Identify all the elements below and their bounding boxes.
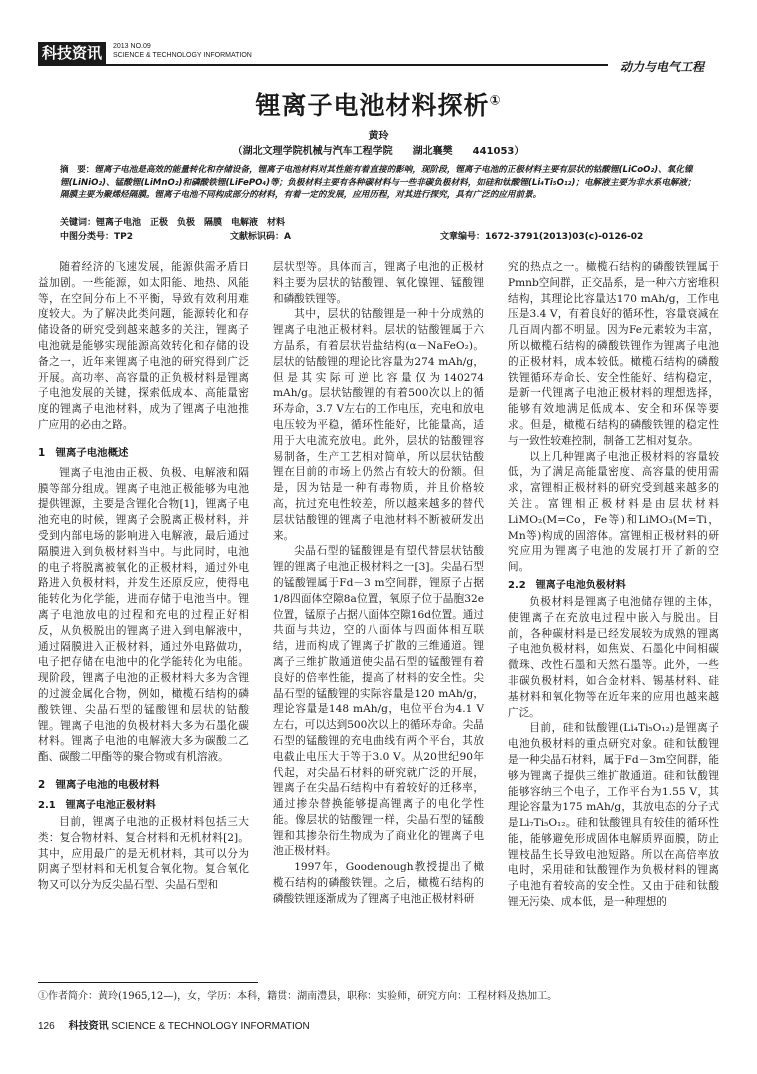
keywords: [60, 215, 700, 228]
page-number: 126: [38, 1021, 55, 1032]
article-title: [0, 86, 757, 122]
author-footnote: ①作者简介：黄玲(1965,12—)，女，学历：本科，籍贯：湖南澧县，职称：实验师，研究方向：工程材料及热加工。: [38, 991, 558, 1002]
paragraph: 尖晶石型的锰酸锂是有望代替层状钴酸锂的锂离子电池正极材料之一[3]。尖晶石型的锰酸锂属于Fd－3 m空间群，锂原子占据1/8四面体空隙8a位置，氧原子位于晶胞32e位置，锰原子占据八面体空隙16d位置。通过共面与共边，空的八面体与四面体相互联结，进而构成了锂离子扩散的三维通道。锂离子三维扩散通道使尖晶石型的锰酸锂有着良好的倍率性能，提高了材料的安全性。尖晶石型的锰酸锂的实际容量是120 mAh/g，理论容量是148 mAh/g，电位平台为4.1 V左右，可以达到500次以上的循环寿命。尖晶石型的锰酸锂的充电曲线有两个平台，其放电截止电压大于等于3.0 V。从20世纪90年代起，对尖晶石材料的研究就广泛的开展，锂离子在尖晶石结构中有着较好的迁移率，通过掺杂替换能够提高锂离子的电化学性能。像层状的钴酸锂一样，尖晶石型的锰酸锂和其掺杂衍生物成为了商业化的锂离子电池正极材料。: [273, 545, 484, 858]
paragraph: 1997年，Goodenough教授提出了橄榄石结构的磷酸铁锂。之后，橄榄石结构的磷酸铁锂逐渐成为了锂离子电池正极材料研: [273, 861, 484, 905]
body-column-3: [508, 260, 719, 911]
abstract-text: 锂离子电池是高效的能量转化和存储设备，锂离子电池材料对其性能有着直接的影响，现阶段，锂离子电池的正极材料主要有层状的钴酸锂(LiCoO₂)、氧化镍锂(LiNiO₂)、锰酸锂(LiMnO₂)和磷酸铁锂(LiFePO₄)等；负极材料主要有各种碳材料与一些非碳负极材料，如硅和钛酸锂(Li₄Ti₅O₁₂)；电解液主要为非水系电解液；隔膜主要为聚烯烃隔膜。锂离子电池不同构成部分的材料，有着一定的发展，应用历程，对其进行探究，具有广泛的应用前景。: [60, 165, 696, 200]
paragraph: 目前，锂离子电池的正极材料包括三大类：复合物材料、复合材料和无机材料[2]。其中，应用最广的是无机材料，其可以分为阴离子型材料和无机复合氧化物。复合氧化物又可以分为反尖晶石型、尖晶石型和: [38, 815, 249, 892]
article-number: 文章编号：1672-3791(2013)03(c)-0126-02: [440, 232, 644, 242]
body-column-1: [38, 260, 249, 894]
section-heading: 1 锂离子电池概述: [38, 446, 129, 459]
title-text: 锂离子电池材料探析: [255, 91, 490, 120]
issue-number: 2013 NO.09: [113, 43, 151, 50]
paragraph: 究的热点之一。橄榄石结构的磷酸铁锂属于Pmnb空间群，正交晶系，是一种六方密堆积结构，其理论比容量达170 mAh/g，工作电压是3.4 V，有着良好的循环性，容量衰减在几百周内都不明显。因为Fe元素较为丰富，所以橄榄石结构的磷酸铁锂作为锂离子电池的正极材料，成本较低。橄榄石结构的磷酸铁锂循环寿命长、安全性能好、结构稳定，是新一代锂离子电池正极材料的理想选择，能够有效地满足低成本、安全和环保等要求。但是，橄榄石结构的磷酸铁锂的稳定性与一致性较难控制，制备工艺相对复杂。: [508, 261, 719, 447]
paragraph: 负极材料是锂离子电池储存锂的主体，使锂离子在充放电过程中嵌入与脱出。目前，各种碳材料是已经发展较为成熟的锂离子电池负极材料，如焦炭、石墨化中间相碳微珠、改性石墨和天然石墨等。此外，一些非碳负极材料，如合金材料、锡基材料、硅基材料和氧化物等在近年来的应用也越来越广泛。: [508, 595, 719, 719]
abstract-label: 摘 要：: [60, 165, 95, 175]
footer-journal: 科技资讯: [68, 1021, 109, 1032]
title-footnote-mark: ①: [489, 93, 502, 109]
paragraph: 目前，硅和钛酸锂(Li₄Ti₅O₁₂)是锂离子电池负极材料的重点研究对象。硅和钛酸锂是一种尖晶石材料，属于Fd－3m空间群，能够为锂离子提供三维扩散通道。硅和钛酸锂能够容纳三个电子，工作平台为1.55 V，其理论容量为175 mAh/g，其放电态的分子式是Li₇Ti₅O₁₂。硅和钛酸锂具有较佳的循环性能，能够避免形成固体电解质界面膜，防止锂枝晶生长导致电池短路。所以在高倍率放电时，采用硅和钛酸锂作为负极材料的锂离子电池有着较高的安全性。又由于硅和钛酸锂无污染、成本低，是一种理想的: [508, 722, 720, 909]
subsection-heading: 2.1 锂离子电池正极材料: [38, 799, 156, 811]
paragraph: 层状型等。具体而言，锂离子电池的正极材料主要为层状的钴酸锂、氧化镍锂、锰酸锂和磷酸铁锂等。: [273, 261, 484, 305]
paragraph: 其中，层状的钴酸锂是一种十分成熟的锂离子电池正极材料。层状的钴酸锂属于六方晶系，有着层状岩盐结构(α－NaFeO₂)。层状的钴酸锂的理论比容量为274 mAh/g，但是其实际可逆比容量仅为140274 mAh/g。层状钴酸锂的有着500次以上的循环寿命，3.7 V左右的工作电压，充电和放电电压较为平稳，循环性能好，比能量高，适用于大电流充放电。此外，层状的钴酸锂容易制备，生产工艺相对简单，所以层状钴酸锂在目前的市场上仍然占有较大的份额。但是，因为钴是一种有毒物质，并且价格较高，抗过充电性较差，所以越来越多的替代层状钴酸锂的锂离子电池材料不断被研发出来。: [273, 308, 484, 542]
keywords-label: 关键词：: [60, 218, 97, 228]
paragraph: 以上几种锂离子电池正极材料的容量较低，为了满足高能量密度、高容量的使用需求，富锂相正极材料的研究受到越来越多的关注。富锂相正极材料是由层状材料LiMO₂(M=Co，Fe等)和LiMO₃(M=Ti，Mn等)构成的固溶体。富锂相正极材料的研究应用为锂离子电池的发展打开了新的空间。: [508, 450, 719, 574]
clc-number: 中图分类号：TP2: [60, 232, 133, 242]
document-code: 文献标识码：A: [230, 232, 291, 242]
section-heading: 2 锂离子电池的电极材料: [38, 778, 160, 791]
footer-journal-en: SCIENCE & TECHNOLOGY INFORMATION: [111, 1021, 310, 1032]
footnote-rule: [38, 982, 258, 983]
author: 黄玲: [368, 131, 389, 142]
affiliation: （湖北文理学院机械与汽车工程学院 湖北襄樊 441053）: [232, 146, 525, 157]
header-rule: [38, 64, 608, 66]
abstract: [60, 164, 700, 202]
paragraph: 随着经济的飞速发展，能源供需矛盾日益加剧。一些能源，如太阳能、地热、风能等，在空间分布上不平衡，导致有效利用难度较大。为了解决此类问题，能源转化和存储设备的研究受到越来越多的关注，锂离子电池就是能够实现能源高效转化和存储的设备之一，近年来锂离子电池的研究得到广泛开展。高功率、高容量的正负极材料是锂离子电池发展的关键，探索低成本、高能量密度的锂离子电池材料，成为了锂离子电池推广应用的必由之路。: [38, 261, 249, 431]
section-name: 动力与电气工程: [620, 60, 705, 74]
journal-logo: 科技资讯: [38, 42, 106, 64]
paragraph: 锂离子电池由正极、负极、电解液和隔膜等部分组成。锂离子电池正极能够为电池提供锂源，主要是含锂化合物[1]，锂离子电池充电的时候，锂离子会脱离正极材料，并受到内部电场的影响进入电解液，最后通过隔膜进入到负极材料当中。与此同时，电池的电子将脱离被氧化的正极材料，通过外电路进入负极材料，并发生还原反应，使得电能转化为化学能，进而存储于电池当中。锂离子电池放电的过程和充电的过程正好相反，从负极脱出的锂离子进入到电解液中，通过隔膜进入正极材料，通过外电路做功，电子把存储在电池中的化学能转化为电能。现阶段，锂离子电池的正极材料大多为含锂的过渡金属化合物，例如，橄榄石结构的磷酸铁锂、尖晶石型的锰酸锂和层状的钴酸锂。锂离子电池的负极材料大多为石墨化碳材料。锂离子电池的电解液大多为碳酸二乙酯、碳酸二甲酯等的聚合物或有机溶液。: [38, 466, 249, 764]
subsection-heading: 2.2 锂离子电池负极材料: [508, 579, 626, 591]
keywords-text: 锂离子电池 正极 负极 隔膜 电解液 材料: [96, 218, 286, 228]
page-footer: [38, 1017, 310, 1032]
body-column-2: [273, 260, 484, 908]
journal-english-name: SCIENCE & TECHNOLOGY INFORMATION: [113, 52, 252, 59]
